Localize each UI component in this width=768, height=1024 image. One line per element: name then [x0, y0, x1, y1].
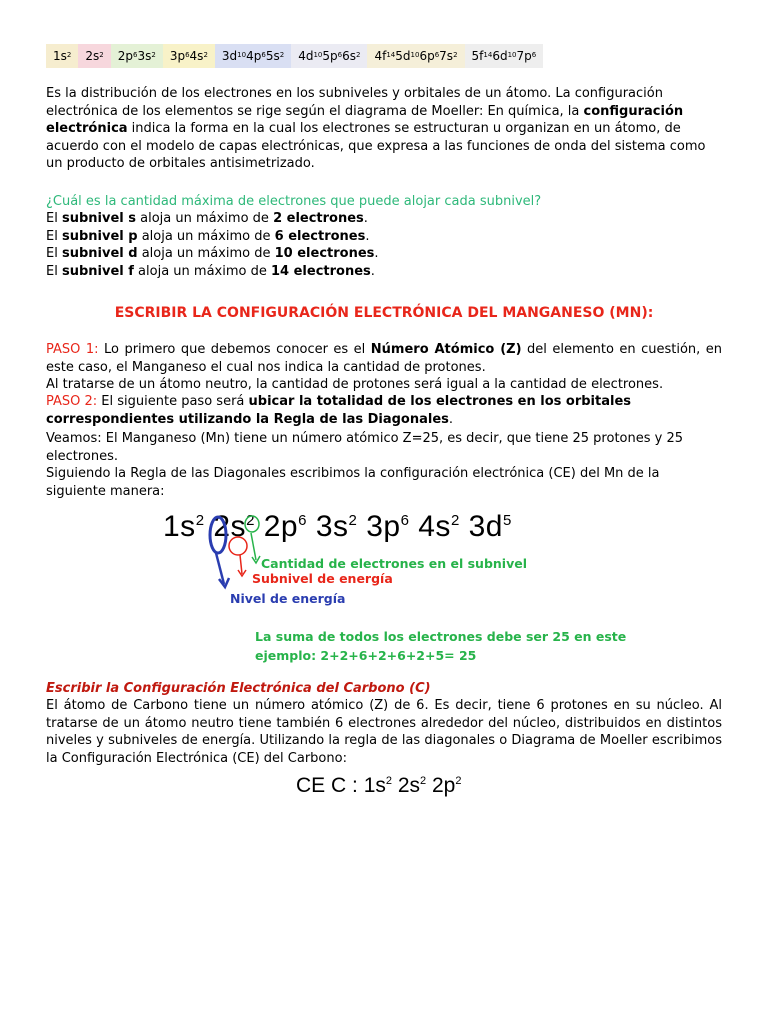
subnivel-line — [46, 245, 722, 263]
orbital-label: 7s — [439, 49, 454, 63]
line-mid: aloja un máximo de — [137, 246, 275, 261]
annotation-nivel: Nivel de energía — [230, 591, 346, 606]
orbital-electrons: 6 — [531, 51, 537, 59]
siguiendo-text: Siguiendo la Regla de las Diagonales escribimos la configuración electrónica (CE) del Mn de la siguiente manera: — [46, 466, 660, 499]
line-pre: El — [46, 211, 62, 226]
level-circle — [210, 517, 226, 553]
paso2-text-1: El siguiente paso será — [97, 394, 249, 409]
orbital-label: 5f — [471, 49, 484, 63]
sum-note-line2: ejemplo: 2+2+6+2+6+2+5= 25 — [255, 648, 477, 663]
orbital-label: 5s — [265, 49, 280, 63]
config-term: $2s^2$ — [397, 774, 427, 797]
orbital-electrons: 14 — [386, 51, 396, 59]
orbital-cell — [465, 44, 544, 68]
orbital-electrons: 2 — [203, 51, 208, 59]
manganese-heading: ESCRIBIR LA CONFIGURACIÓN ELECTRÓNICA DEL MANGANESO (MN): — [114, 305, 654, 321]
subnivel-line — [46, 228, 722, 246]
paso1-text-2: del elemento en cuestión, en este caso, el Manganeso el cual nos indica la cantidad de protones. — [46, 342, 723, 375]
config-term: $2p^2$ — [432, 774, 462, 797]
orbital-label: 3d — [221, 49, 238, 63]
orbital-label: 6p — [419, 49, 435, 63]
count-circle — [245, 516, 259, 532]
carbono-title: Escribir la Configuración Electrónica del Carbono (C) — [46, 681, 431, 696]
orbital-cell — [215, 44, 291, 68]
paso2-text-2: . — [448, 411, 454, 427]
subnivel-name: subnivel f — [61, 263, 134, 279]
green-arrow — [251, 533, 256, 560]
intro-paragraph — [46, 85, 722, 173]
intro-bold: configuración electrónica — [46, 103, 684, 136]
orbital-electrons: 2 — [356, 51, 361, 59]
orbital-label: 7p — [516, 49, 532, 63]
electron-count: 10 electrones — [274, 246, 375, 261]
paso1-bold: Número Atómico (Z) — [370, 342, 522, 357]
paso2-label: PASO 2: — [46, 394, 98, 409]
line-pre: El — [46, 228, 62, 244]
orbital-label: 3p — [169, 49, 186, 63]
orbital-label: 2s — [85, 49, 100, 63]
line-end: . — [370, 263, 375, 279]
paso1-text-1: Lo primero que debemos conocer es el — [98, 342, 371, 357]
orbital-electrons: 10 — [237, 51, 247, 59]
ce-prefix: CE C : — [296, 774, 364, 797]
line-end: . — [374, 246, 379, 261]
orbital-electrons: 2 — [279, 51, 285, 59]
orbital-electrons: 10 — [410, 51, 420, 59]
orbital-label: 6s — [342, 49, 356, 63]
electron-count: 6 electrones — [274, 228, 366, 244]
orbital-electrons: 2 — [151, 51, 156, 59]
orbital-cell — [111, 44, 163, 68]
line-pre: El — [46, 263, 62, 279]
annotation-subnivel: Subnivel de energía — [252, 571, 393, 586]
annotation-count: Cantidad de electrones en el subnivel — [261, 556, 527, 571]
orbital-electrons: 6 — [434, 51, 440, 59]
orbital-electrons: 2 — [453, 51, 458, 59]
config-term: $2p^6$ — [263, 510, 307, 543]
orbital-label: 5d — [395, 49, 411, 63]
line-end: . — [363, 211, 368, 226]
line-end: . — [365, 228, 370, 244]
intro-text-1: Es la distribución de los electrones en los subniveles y orbitales de un átomo. La configuración electrónica de los elementos se rige según el diagrama de Moeller: En química, la — [46, 86, 663, 119]
paso2-paragraph — [46, 393, 722, 428]
subnivel-circle — [229, 537, 247, 555]
line-mid: aloja un máximo de — [137, 228, 275, 244]
electron-count: 2 electrones — [273, 211, 364, 226]
orbital-electrons: 10 — [507, 51, 517, 59]
config-term: $4s^2$ — [418, 510, 460, 543]
veamos-text: Veamos: El Manganeso (Mn) tiene un número atómico Z=25, es decir, que tiene 25 protones y 25 electrones. — [46, 431, 683, 464]
line-pre: El — [46, 246, 62, 261]
orbital-cell — [163, 44, 215, 68]
subnivel-list — [46, 210, 722, 280]
subnivel-name: subnivel s — [61, 211, 136, 226]
line-mid: aloja un máximo de — [133, 263, 271, 279]
orbital-label: 4d — [298, 49, 314, 63]
orbital-label: 3s — [137, 49, 152, 63]
orbital-cell — [367, 44, 464, 68]
orbital-label: 4s — [189, 49, 204, 63]
orbital-cell — [46, 44, 78, 68]
orbital-cell — [78, 44, 110, 68]
orbital-electrons: 6 — [261, 51, 266, 59]
orbital-electrons: 2 — [66, 51, 72, 59]
config-term: $1s^2$ — [163, 510, 205, 543]
intro-text-2: indica la forma en la cual los electrones se estructuran u organizan en un átomo, de acuerdo con el modelo de capas electrónicas, que expresa a las funciones de onda del sistema como un producto de orbitales antisimetrizado. — [46, 121, 706, 171]
orbital-electrons: 6 — [132, 51, 138, 59]
electron-count: 14 electrones — [270, 263, 371, 279]
mn-configuration-figure — [158, 508, 627, 673]
config-term: $3p^6$ — [366, 510, 410, 543]
orbital-label: 4p — [246, 49, 262, 63]
config-term: $1s^2$ — [363, 774, 392, 797]
config-term: $3d^5$ — [468, 510, 512, 543]
orbital-electrons: 10 — [313, 51, 323, 59]
orbital-label: 5p — [322, 49, 338, 63]
orbital-order-bar — [46, 44, 543, 68]
subnivel-line — [46, 210, 722, 228]
subnivel-name: subnivel p — [61, 228, 138, 244]
neutral-atom-text: Al tratarse de un átomo neutro, la cantidad de protones será igual a la cantidad de electrones. — [46, 377, 664, 392]
orbital-electrons: 6 — [185, 51, 190, 59]
config-term: $2s^2$ — [213, 510, 255, 543]
red-arrow — [240, 555, 242, 574]
orbital-label: 6d — [492, 49, 508, 63]
line-mid: aloja un máximo de — [136, 211, 274, 226]
orbital-cell — [291, 44, 367, 68]
orbital-label: 2p — [117, 49, 133, 63]
paso1-label: PASO 1: — [46, 342, 99, 357]
orbital-electrons: 6 — [337, 51, 343, 59]
paso1-paragraph — [46, 341, 722, 376]
config-term: $3s^2$ — [315, 510, 358, 543]
sum-note-line1: La suma de todos los electrones debe ser 25 en este — [255, 629, 627, 644]
paso2-bold: ubicar la totalidad de los electrones en los orbitales correspondientes utilizando la Regla de las Diagonales — [46, 394, 631, 427]
carbono-paragraph: El átomo de Carbono tiene un número atómico (Z) de 6. Es decir, tiene 6 protones en su núcleo. Al tratarse de un átomo neutro tiene también 6 electrones alrededor del núcleo, distribuidos en distintos niveles y subniveles de energía. Utilizando la regla de las diagonales o Diagrama de Moeller escribimos la Configuración Electrónica (CE) del Carbono: — [46, 698, 722, 766]
orbital-label: 1s — [53, 49, 67, 63]
orbital-label: 4f — [374, 49, 387, 63]
ce-carbono — [296, 774, 461, 798]
orbital-electrons: 2 — [99, 51, 104, 59]
orbital-electrons: 14 — [483, 51, 493, 59]
subnivel-line — [46, 263, 722, 281]
subnivel-name: subnivel d — [61, 246, 138, 261]
question-heading: ¿Cuál es la cantidad máxima de electrones que puede alojar cada subnivel? — [46, 194, 542, 209]
